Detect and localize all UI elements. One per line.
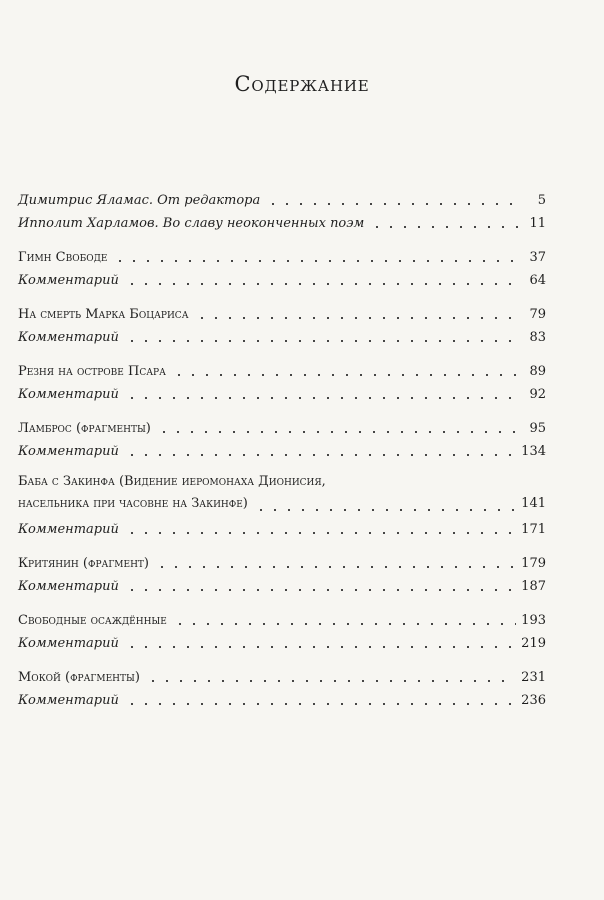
dot-leader [157,431,523,433]
toc-entry-title: Ипполит Харламов. Во славу неоконченных поэм [18,216,365,231]
dot-leader [125,703,516,705]
toc-entry-title: Комментарий [18,522,119,537]
toc-entry-page: 179 [521,556,546,571]
toc-entry-title: Комментарий [18,636,119,651]
toc-entry[interactable] [18,266,546,289]
toc-entry[interactable] [18,209,546,232]
toc-entry-title: Комментарий [18,579,119,594]
dot-leader [172,374,523,376]
toc-entry-page: 83 [529,330,546,345]
toc-entry-page: 134 [521,444,546,459]
dot-leader [125,646,516,648]
dot-leader [125,589,516,591]
toc-entry-page: 236 [521,693,546,708]
dot-leader [125,532,516,534]
toc-entry-page: 141 [521,496,546,511]
toc-entry[interactable] [18,300,546,323]
dot-leader [146,680,516,682]
toc-entry-page: 193 [521,613,546,628]
toc-entry[interactable] [18,515,546,538]
toc-entry-title: Гимн Свободе [18,250,108,265]
toc-entry-page: 219 [521,636,546,651]
table-of-contents [18,186,546,709]
toc-entry-title: Комментарий [18,273,119,288]
toc-entry[interactable] [18,663,546,686]
toc-entry-title: На смерть Марка Боцариса [18,307,189,322]
dot-leader [173,623,516,625]
toc-entry-title: Ламброс (фрагменты) [18,421,151,436]
toc-entry[interactable] [18,323,546,346]
toc-entry-line2 [18,493,546,515]
toc-entry-title-line1: Баба с Закинфа (Видение иеромонаха Дионисия, [18,474,326,489]
dot-leader [125,283,523,285]
toc-entry-title: Комментарий [18,387,119,402]
toc-entry-page: 89 [529,364,546,379]
toc-entry-title: Димитрис Яламас. От редактора [18,193,261,208]
toc-entry[interactable] [18,629,546,652]
toc-entry[interactable] [18,686,546,709]
toc-entry-page: 187 [521,579,546,594]
toc-entry-title: Критянин (фрагмент) [18,556,149,571]
toc-entry[interactable] [18,414,546,437]
dot-leader [125,397,523,399]
toc-entry[interactable] [18,243,546,266]
toc-entry-title-line2: насельника при часовне на Закинфе) [18,496,248,511]
toc-entry-page: 171 [521,522,546,537]
toc-entry[interactable] [18,380,546,403]
toc-entry-page: 95 [529,421,546,436]
toc-entry-page: 231 [521,670,546,685]
dot-leader [113,260,523,262]
toc-entry-title: Комментарий [18,444,119,459]
dot-leader [254,509,516,511]
toc-entry-page: 92 [529,387,546,402]
toc-entry[interactable] [18,549,546,572]
dot-leader [125,340,523,342]
toc-entry[interactable] [18,357,546,380]
dot-leader [155,566,516,568]
toc-entry-title: Комментарий [18,330,119,345]
toc-entry-title: Мокой (фрагменты) [18,670,140,685]
dot-leader [195,317,523,319]
dot-leader [370,226,523,228]
toc-entry[interactable] [18,471,546,515]
toc-entry[interactable] [18,437,546,460]
toc-entry-page: 5 [537,193,546,208]
toc-entry-page: 64 [529,273,546,288]
toc-entry-page: 37 [529,250,546,265]
page-title: Содержание [234,72,370,96]
toc-entry[interactable] [18,186,546,209]
toc-entry[interactable] [18,606,546,629]
dot-leader [125,454,516,456]
toc-entry-title: Комментарий [18,693,119,708]
toc-entry-page: 79 [529,307,546,322]
toc-entry-page: 11 [529,216,546,231]
toc-entry-title: Резня на острове Псара [18,364,166,379]
toc-entry[interactable] [18,572,546,595]
dot-leader [266,203,523,205]
toc-entry-title: Свободные осаждённые [18,613,167,628]
